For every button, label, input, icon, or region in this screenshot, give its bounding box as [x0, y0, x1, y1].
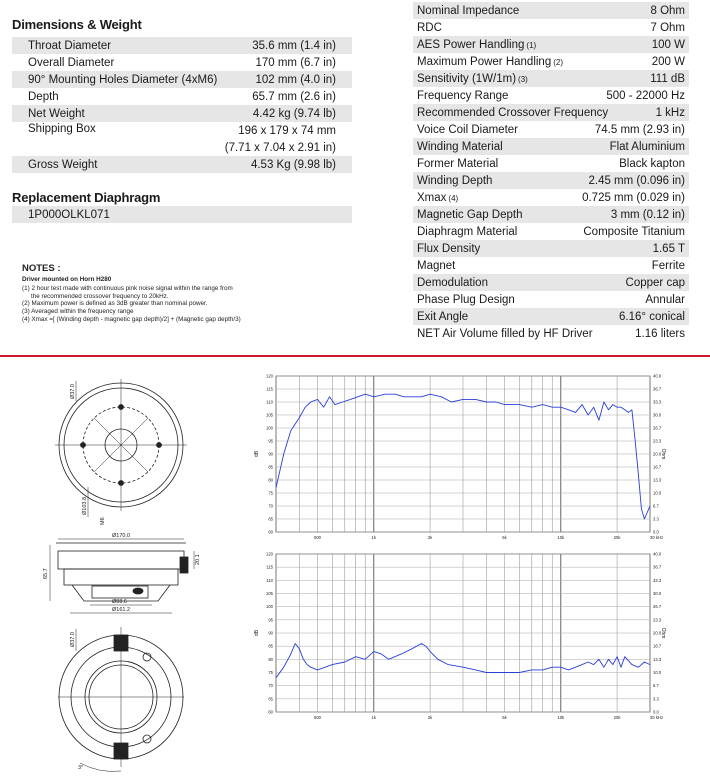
y-tick-label: 70 [268, 683, 273, 689]
spec-value: 200 W [651, 55, 685, 68]
spec-value: 3 mm (0.12 in) [610, 208, 685, 221]
y-axis-label: dB [254, 629, 260, 637]
y-axis-label: dB [254, 450, 260, 458]
spec-note: (3) [518, 74, 528, 84]
spec-label-text: Winding Material [417, 140, 503, 153]
note-line: (1) 2 hour test made with continuous pink noise signal within the range from [22, 285, 233, 293]
spec-label [417, 192, 458, 204]
y2-tick-label: 13.3 [653, 477, 662, 483]
table-row [12, 156, 352, 173]
table-row [12, 105, 352, 122]
spec-value: 1.16 liters [635, 327, 685, 340]
note-line: (3) Averaged within the frequency range [22, 307, 134, 315]
y2-tick-label: 16.7 [653, 464, 662, 470]
spec-value: 6.16° conical [619, 310, 685, 323]
spec-label-text: Winding Depth [417, 174, 493, 187]
spec-row [413, 206, 689, 223]
spec-label-text: Magnetic Gap Depth [417, 208, 523, 221]
spec-label-text: Sensitivity (1W/1m) [417, 72, 517, 85]
y2-tick-label: 10.0 [653, 490, 662, 496]
bottom-view [58, 627, 184, 771]
row-value: 4.42 kg (9.74 lb) [252, 107, 336, 120]
spec-note: (4) [448, 193, 459, 203]
row-label: Depth [28, 90, 59, 103]
spec-value: Flat Aluminium [609, 140, 685, 153]
y2-tick-label: 36.7 [653, 386, 662, 392]
row-value: 4.53 Kg (9.98 lb) [250, 158, 336, 171]
depth-label: 65.7 [43, 568, 49, 579]
y-tick-label: 70 [268, 503, 273, 509]
frequency-response-chart [250, 370, 670, 544]
spec-value: Black kapton [619, 157, 685, 170]
spec-label [417, 311, 470, 323]
y-tick-label: 115 [266, 564, 273, 570]
spec-label [417, 226, 519, 238]
spec-row [413, 19, 689, 36]
notes-title: NOTES : [22, 263, 61, 274]
y-tick-label: 85 [268, 464, 273, 470]
spec-value: Copper cap [625, 276, 685, 289]
note-line: (4) Xmax =[ (Winding depth - magnetic gap depth)/2] + (Magnetic gap depth/3) [22, 315, 241, 323]
y-tick-label: 105 [266, 412, 273, 418]
spec-value: 1 kHz [655, 106, 685, 119]
spec-value: 7 Ohm [650, 21, 685, 34]
y-tick-label: 90 [268, 451, 273, 457]
y2-tick-label: 36.7 [653, 564, 662, 570]
y2-tick-label: 3.3 [653, 516, 659, 522]
y2-axis-label: Ohm [660, 627, 666, 639]
y2-tick-label: 23.3 [653, 617, 662, 623]
spec-label [417, 294, 517, 306]
spec-label-text: Frequency Range [417, 89, 509, 102]
throat-diameter-label: Ø37.0 [70, 384, 76, 399]
note-line: (2) Maximum power is defined as 3dB greater than nominal power. [22, 300, 208, 308]
y-tick-label: 60 [268, 529, 273, 535]
y-tick-label: 110 [266, 577, 273, 583]
spec-row [413, 121, 689, 138]
x-tick-label: 30 kHz [650, 715, 664, 720]
spec-row [413, 104, 689, 121]
inner-diameter-label: Ø88.6 [112, 599, 127, 605]
spec-value: Annular [645, 293, 685, 306]
spec-label-text: Diaphragm Material [417, 225, 518, 238]
x-tick-label: 2k [427, 535, 433, 540]
spec-label [417, 260, 457, 272]
y2-tick-label: 10.0 [653, 670, 662, 675]
y-tick-label: 85 [268, 643, 273, 649]
y2-tick-label: 6.7 [653, 683, 659, 689]
spec-row [413, 70, 689, 87]
spec-row [413, 257, 689, 274]
y-tick-label: 75 [268, 490, 273, 496]
x-tick-label: 1k [371, 715, 376, 720]
spec-label [417, 5, 521, 17]
y2-tick-label: 26.7 [653, 425, 662, 431]
technical-drawing [20, 367, 250, 777]
x-tick-label: 500 [313, 715, 321, 720]
spec-label-text: Flux Density [417, 242, 481, 255]
x-tick-label: 20k [613, 715, 621, 720]
spec-label [417, 277, 490, 289]
spec-label [417, 90, 510, 102]
y-tick-label: 90 [268, 630, 273, 636]
spec-label [417, 56, 563, 68]
row-value: 102 mm (4.0 in) [255, 73, 336, 86]
y-tick-label: 80 [268, 656, 273, 662]
spec-row [413, 325, 689, 342]
outer-diameter-label: Ø161.2 [112, 607, 131, 613]
y-tick-label: 65 [268, 696, 273, 702]
y2-tick-label: 20.0 [653, 630, 662, 636]
x-tick-label: 5k [502, 535, 507, 540]
spec-row [413, 2, 689, 19]
replacement-title: Replacement Diaphragm [12, 190, 161, 205]
spec-label-text: Former Material [417, 157, 499, 170]
y-tick-label: 100 [266, 425, 273, 431]
row-value [225, 123, 336, 157]
table-row [12, 54, 352, 71]
table-row [12, 122, 352, 156]
bottom-throat-label: Ø37.0 [70, 632, 76, 647]
y-tick-label: 115 [266, 386, 273, 392]
y2-tick-label: 6.7 [653, 503, 659, 509]
spec-row [413, 291, 689, 308]
spec-label [417, 73, 528, 85]
spec-row [413, 138, 689, 155]
spec-label [417, 39, 536, 51]
overall-diameter-label: Ø170.0 [112, 533, 131, 539]
x-tick-label: 10k [557, 715, 565, 720]
spec-label [417, 107, 610, 119]
spec-value: 100 W [651, 38, 685, 51]
spec-label [417, 209, 524, 221]
y2-tick-label: 33.3 [653, 577, 662, 583]
spec-row [413, 308, 689, 325]
y2-tick-label: 0.0 [653, 529, 659, 535]
spec-label [417, 328, 595, 340]
y-tick-label: 75 [268, 670, 273, 675]
y2-axis-label: Ohm [660, 448, 666, 460]
y2-tick-label: 40.0 [653, 551, 662, 557]
row-label: Throat Diameter [28, 39, 112, 52]
y2-tick-label: 33.3 [653, 399, 662, 405]
row-value: 35.6 mm (1.4 in) [252, 39, 336, 52]
replacement-table [12, 206, 352, 223]
spec-value: 111 dB [650, 72, 685, 85]
table-row [12, 71, 352, 88]
spec-label-text: AES Power Handling [417, 38, 525, 51]
y2-tick-label: 0.0 [653, 709, 659, 715]
spec-note: (1) [526, 40, 537, 50]
spec-row [413, 36, 689, 53]
spec-label-text: Magnet [417, 259, 456, 272]
spec-row [413, 223, 689, 240]
x-tick-label: 10k [557, 535, 565, 540]
spec-value: 74.5 mm (2.93 in) [594, 123, 685, 136]
table-row [12, 37, 352, 54]
specs-table [413, 2, 689, 342]
spec-note: (2) [553, 57, 563, 67]
y2-tick-label: 20.0 [653, 451, 662, 457]
y-tick-label: 100 [266, 604, 273, 610]
distortion-chart [250, 548, 670, 724]
table-row [12, 88, 352, 105]
note-line: the recommended crossover frequency to 20kHz. [31, 292, 169, 300]
x-tick-label: 20k [613, 535, 621, 540]
angle-label: 3° [78, 765, 84, 771]
spec-row [413, 155, 689, 172]
spec-value: 8 Ohm [650, 4, 685, 17]
y-tick-label: 120 [266, 373, 273, 379]
spec-label [417, 124, 520, 136]
spec-label-text: Maximum Power Handling [417, 55, 552, 68]
x-tick-label: 1k [371, 535, 376, 540]
x-tick-label: 30 kHz [650, 535, 664, 540]
y-tick-label: 105 [266, 591, 273, 596]
spec-value: 2.45 mm (0.096 in) [588, 174, 685, 187]
x-tick-label: 2k [427, 715, 433, 720]
spec-value: Ferrite [651, 259, 685, 272]
spec-label [417, 158, 500, 170]
y-tick-label: 95 [268, 617, 273, 623]
x-tick-label: 500 [313, 535, 321, 540]
spec-row [413, 274, 689, 291]
table-row [12, 206, 352, 223]
spec-row [413, 189, 689, 206]
row-label: Shipping Box [28, 123, 96, 135]
y2-tick-label: 23.3 [653, 438, 662, 444]
row-value-line: 196 x 179 x 74 mm [238, 125, 336, 137]
spec-value: 0.725 mm (0.029 in) [582, 191, 685, 204]
row-value-line: (7.71 x 7.04 x 2.91 in) [224, 142, 336, 154]
flange-label: 20.1 [195, 554, 201, 565]
spec-value: 500 - 22000 Hz [606, 89, 685, 102]
bolt-circle-label: Ø103.8 [82, 496, 88, 515]
part-number: 1P000OLKL071 [28, 208, 110, 221]
spec-value: Composite Titanium [583, 225, 685, 238]
spec-label-text: NET Air Volume filled by HF Driver [417, 327, 593, 340]
y2-tick-label: 3.3 [653, 696, 659, 702]
y2-tick-label: 16.7 [653, 643, 662, 649]
y2-tick-label: 13.3 [653, 656, 662, 662]
y2-tick-label: 30.0 [653, 591, 662, 596]
notes [22, 265, 241, 323]
spec-label-text: Nominal Impedance [417, 4, 520, 17]
spec-label-text: Phase Plug Design [417, 293, 515, 306]
spec-label [417, 243, 482, 255]
row-label: 90° Mounting Holes Diameter (4xM6) [28, 73, 218, 86]
notes-subtitle: Driver mounted on Horn H280 [22, 275, 112, 283]
row-label: Net Weight [28, 107, 85, 120]
spec-row [413, 53, 689, 70]
y2-tick-label: 30.0 [653, 412, 662, 418]
holes-label: M6 [100, 517, 106, 525]
spec-row [413, 240, 689, 257]
row-label: Gross Weight [28, 158, 98, 171]
spec-row [413, 87, 689, 104]
row-value: 170 mm (6.7 in) [255, 56, 336, 69]
spec-label-text: RDC [417, 21, 442, 34]
spec-value: 1.65 T [652, 242, 685, 255]
spec-label-text: Xmax [417, 191, 447, 204]
spec-label-text: Recommended Crossover Frequency [417, 106, 609, 119]
dimensions-table [12, 37, 352, 173]
spec-label [417, 22, 444, 34]
divider-line [0, 355, 710, 357]
spec-label [417, 175, 494, 187]
spec-label-text: Demodulation [417, 276, 488, 289]
spec-label-text: Exit Angle [417, 310, 469, 323]
spec-label-text: Voice Coil Diameter [417, 123, 518, 136]
row-value: 65.7 mm (2.6 in) [252, 90, 336, 103]
dimensions-title: Dimensions & Weight [12, 17, 142, 32]
y-tick-label: 95 [268, 438, 273, 444]
y-tick-label: 110 [266, 399, 273, 405]
y-tick-label: 120 [266, 551, 273, 557]
row-label: Overall Diameter [28, 56, 115, 69]
x-tick-label: 5k [502, 715, 507, 720]
y-tick-label: 80 [268, 477, 273, 483]
spec-row [413, 172, 689, 189]
y2-tick-label: 40.0 [653, 373, 662, 379]
spec-label [417, 141, 505, 153]
y-tick-label: 60 [268, 709, 273, 715]
y2-tick-label: 26.7 [653, 604, 662, 610]
y-tick-label: 65 [268, 516, 273, 522]
